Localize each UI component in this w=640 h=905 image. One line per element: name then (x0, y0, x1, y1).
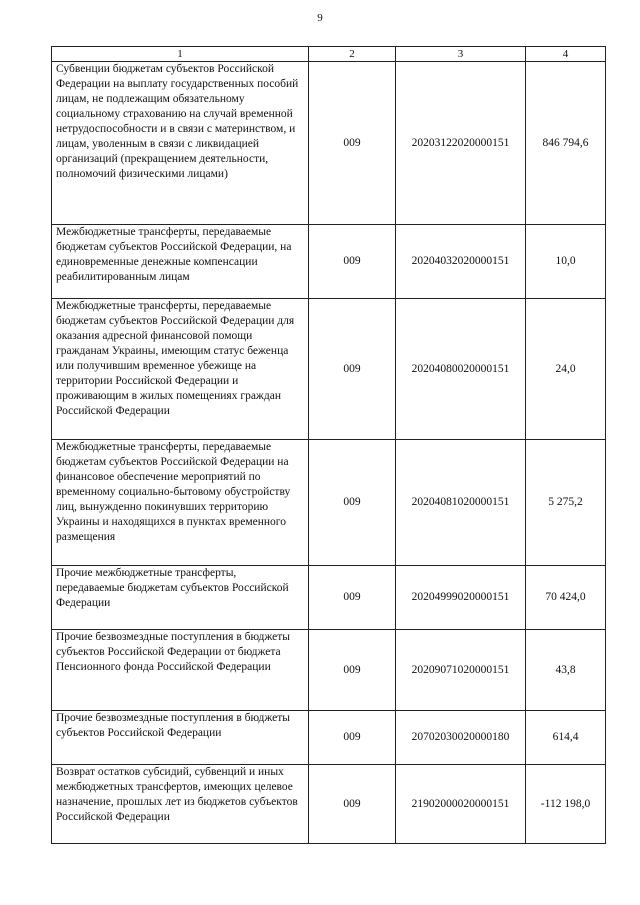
row-budget-code: 21902000020000151 (396, 765, 526, 844)
table-row (52, 225, 606, 299)
row-amount: 846 794,6 (526, 62, 606, 225)
table-row (52, 440, 606, 566)
row-amount: 10,0 (526, 225, 606, 299)
row-budget-code: 20204032020000151 (396, 225, 526, 299)
row-amount: 70 424,0 (526, 566, 606, 630)
table-row (52, 630, 606, 711)
row-budget-code: 20204081020000151 (396, 440, 526, 566)
row-admin-code: 009 (309, 225, 396, 299)
column-header-4: 4 (526, 47, 606, 62)
revenue-table (51, 46, 606, 844)
table-row (52, 765, 606, 844)
row-admin-code: 009 (309, 62, 396, 225)
table-header-row (52, 47, 606, 62)
row-budget-code: 20702030020000180 (396, 711, 526, 765)
table-row (52, 566, 606, 630)
row-description: Межбюджетные трансферты, передаваемые бюджетам субъектов Российской Федерации для оказания адресной финансовой помощи гражданам Украины, имеющим статус беженца или получившим временное убежище на территории Российской Федерации и проживающим в жилых помещениях граждан Российской Федерации (52, 299, 309, 440)
row-description: Субвенции бюджетам субъектов Российской Федерации на выплату государственных пособий лицам, не подлежащим обязательному социальному страхованию на случай временной нетрудоспособности и в связи с материнством, и лицам, уволенным в связи с ликвидацией организаций (прекращением деятельности, полномочий физическими лицами) (52, 62, 309, 225)
row-description: Прочие безвозмездные поступления в бюджеты субъектов Российской Федерации от бюджета Пенсионного фонда Российской Федерации (52, 630, 309, 711)
table-row (52, 62, 606, 225)
row-budget-code: 20204999020000151 (396, 566, 526, 630)
table-row (52, 299, 606, 440)
row-description: Прочие безвозмездные поступления в бюджеты субъектов Российской Федерации (52, 711, 309, 765)
table-row (52, 711, 606, 765)
column-header-1: 1 (52, 47, 309, 62)
page-number: 9 (317, 12, 323, 24)
row-description: Прочие межбюджетные трансферты, передаваемые бюджетам субъектов Российской Федерации (52, 566, 309, 630)
column-header-3: 3 (396, 47, 526, 62)
row-admin-code: 009 (309, 566, 396, 630)
row-description: Межбюджетные трансферты, передаваемые бюджетам субъектов Российской Федерации на финансовое обеспечение мероприятий по временному социально-бытовому обустройству лиц, вынужденно покинувших территорию Украины и находящихся в пунктах временного размещения (52, 440, 309, 566)
row-description: Возврат остатков субсидий, субвенций и иных межбюджетных трансфертов, имеющих целевое назначение, прошлых лет из бюджетов субъектов Российской Федерации (52, 765, 309, 844)
row-admin-code: 009 (309, 630, 396, 711)
row-amount: 614,4 (526, 711, 606, 765)
row-amount: -112 198,0 (526, 765, 606, 844)
row-description: Межбюджетные трансферты, передаваемые бюджетам субъектов Российской Федерации, на единовременные денежные компенсации реабилитированным лицам (52, 225, 309, 299)
row-budget-code: 20209071020000151 (396, 630, 526, 711)
row-admin-code: 009 (309, 299, 396, 440)
row-amount: 43,8 (526, 630, 606, 711)
row-amount: 5 275,2 (526, 440, 606, 566)
row-admin-code: 009 (309, 765, 396, 844)
row-amount: 24,0 (526, 299, 606, 440)
row-admin-code: 009 (309, 440, 396, 566)
row-budget-code: 20203122020000151 (396, 62, 526, 225)
row-admin-code: 009 (309, 711, 396, 765)
row-budget-code: 20204080020000151 (396, 299, 526, 440)
column-header-2: 2 (309, 47, 396, 62)
